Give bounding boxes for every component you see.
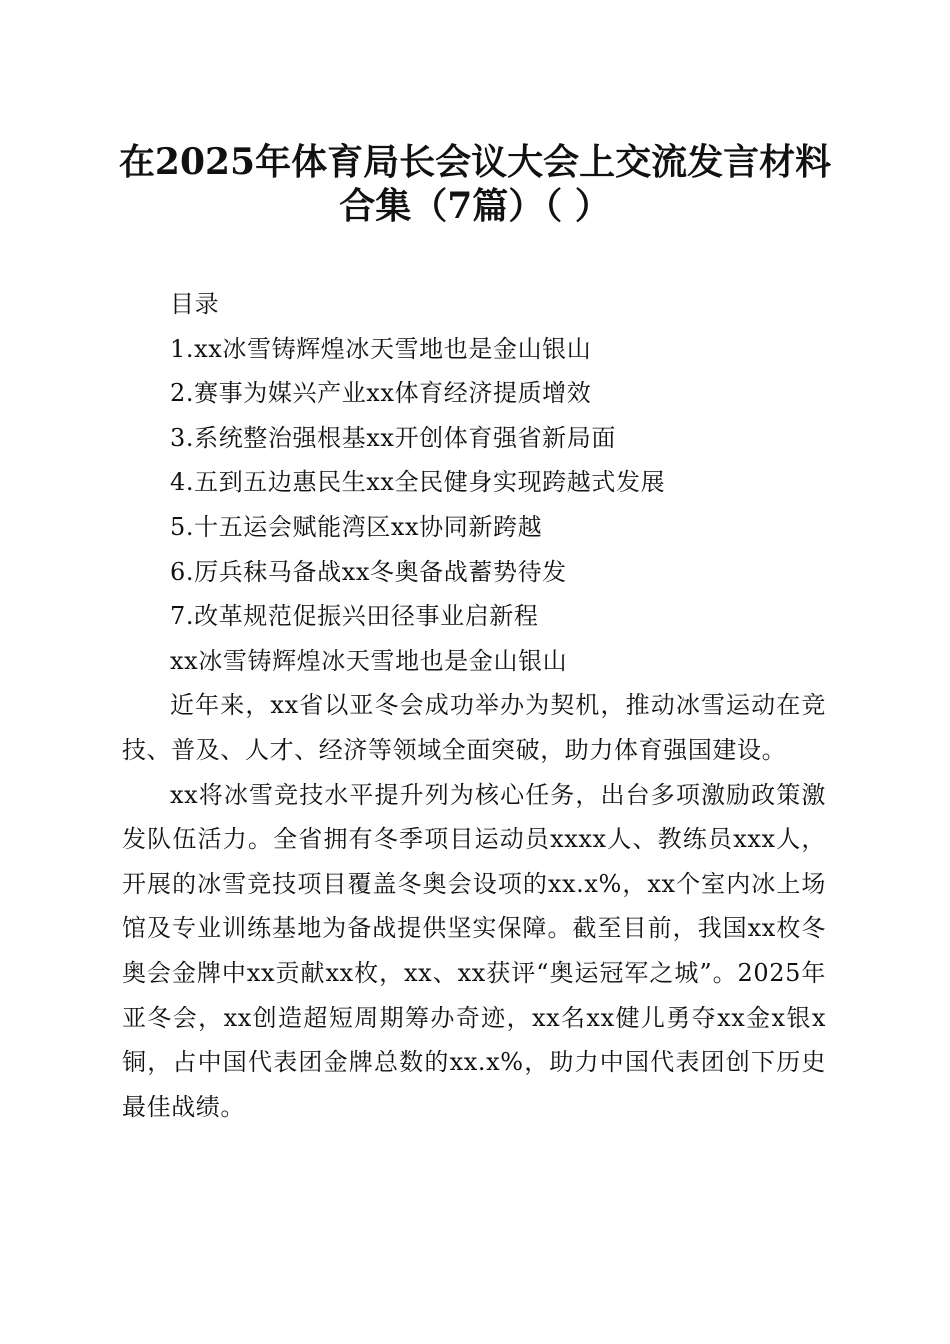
toc-item-2: 2.赛事为媒兴产业xx体育经济提质增效 bbox=[170, 379, 592, 408]
toc-heading: 目录 bbox=[170, 290, 220, 318]
document-title-line-2: 合集（7篇）（ ） bbox=[339, 185, 611, 227]
paragraph-2: xx将冰雪竞技水平提升列为核心任务，出台多项激励政策激发队伍活力。全省拥有冬季项目运动员xxxx人、教练员xxx人，开展的冰雪竞技项目覆盖冬奥会设项的xx.x%，xx个室内冰上场馆及专业训练基地为备战提供坚实保障。截至目前，我国xx枚冬奥会金牌中xx贡献xx枚，xx、xx获评“奥运冠军之城”。2025年亚冬会，xx创造超短周期筹办奇迹，xx名xx健儿勇夺xx金x银x铜，占中国代表团金牌总数的xx.x%，助力中国代表团创下历史最佳战绩。 bbox=[122, 780, 826, 1121]
toc-item-6: 6.厉兵秣马备战xx冬奥备战蓄势待发 bbox=[170, 557, 567, 586]
toc-item-5: 5.十五运会赋能湾区xx协同新跨越 bbox=[170, 512, 543, 541]
document-body bbox=[122, 282, 826, 1129]
toc-item-7: 7.改革规范促振兴田径事业启新程 bbox=[170, 602, 539, 631]
section-heading: xx冰雪铸辉煌冰天雪地也是金山银山 bbox=[170, 646, 568, 675]
paragraph-1: 近年来，xx省以亚冬会成功举办为契机，推动冰雪运动在竞技、普及、人才、经济等领域全面突破，助力体育强国建设。 bbox=[122, 691, 826, 764]
document-title-line-1: 在2025年体育局长会议大会上交流发言材料 bbox=[118, 141, 832, 183]
toc-item-3: 3.系统整治强根基xx开创体育强省新局面 bbox=[170, 423, 616, 452]
toc-item-1: 1.xx冰雪铸辉煌冰天雪地也是金山银山 bbox=[170, 334, 592, 363]
toc-item-4: 4.五到五边惠民生xx全民健身实现跨越式发展 bbox=[170, 468, 666, 497]
